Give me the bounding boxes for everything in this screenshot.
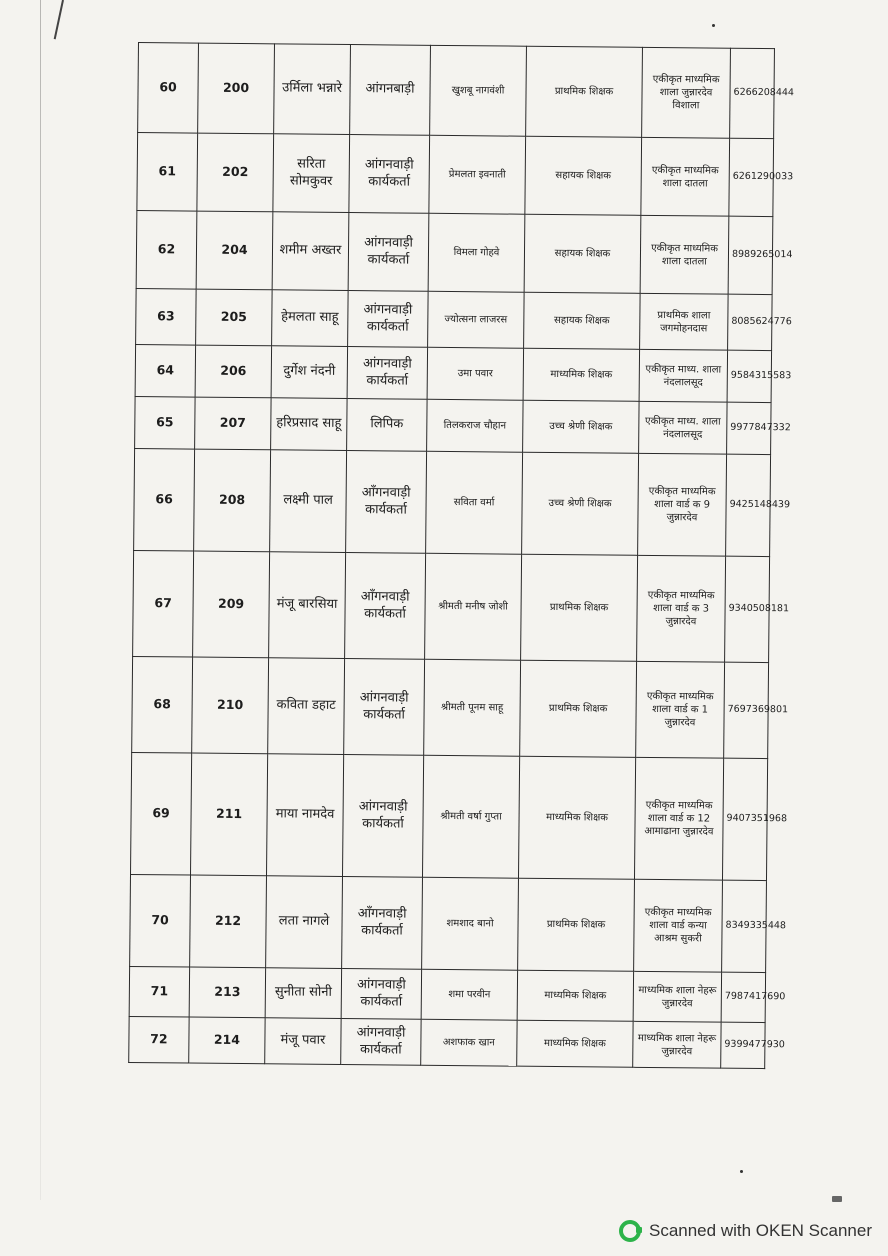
phone-number-cell: 8349335448 xyxy=(722,880,767,972)
school-name-cell: माध्यमिक शाला नेहरू जुन्नारदेव xyxy=(633,1021,721,1068)
school-name-cell: एकीकृत माध्यमिक शाला वार्ड क 12 आमाढाना जुन्नारदेव xyxy=(634,757,723,880)
table-row xyxy=(135,396,771,454)
teacher-name-cell: श्रीमती पूनम साहू xyxy=(424,659,521,756)
designation-cell: सहायक शिक्षक xyxy=(524,214,641,293)
code-cell: 214 xyxy=(189,1017,265,1064)
table-row xyxy=(135,344,771,402)
serial-number-cell: 62 xyxy=(136,210,197,289)
school-name-cell: एकीकृत माध्य. शाला नंदलालसूद xyxy=(639,349,727,402)
code-cell: 212 xyxy=(190,875,267,968)
phone-number-cell: 9340508181 xyxy=(725,556,770,662)
serial-number-cell: 70 xyxy=(130,874,191,967)
school-name-cell: एकीकृत माध्यमिक शाला दातला xyxy=(640,215,729,294)
employee-name-cell: हेमलता साहू xyxy=(272,290,349,347)
teacher-name-cell: शमशाद बानो xyxy=(422,877,519,970)
serial-number-cell: 69 xyxy=(131,752,192,875)
table-row xyxy=(138,43,775,139)
table-row xyxy=(136,288,773,350)
designation-cell: प्राथमिक शिक्षक xyxy=(520,660,637,757)
code-cell: 202 xyxy=(197,133,274,212)
designation-cell: उच्च श्रेणी शिक्षक xyxy=(522,452,639,555)
school-name-cell: एकीकृत माध्यमिक शाला वार्ड क 1 जुन्नारदेव xyxy=(636,661,725,758)
serial-number-cell: 64 xyxy=(135,344,195,397)
teacher-name-cell: उमा पवार xyxy=(427,347,523,400)
post-cell: आँगनवाड़ी कार्यकर्ता xyxy=(346,451,427,554)
post-cell: आंगनवाड़ी कार्यकर्ता xyxy=(348,213,429,292)
post-cell: आंगनवाड़ी कार्यकर्ता xyxy=(342,755,423,878)
scanner-watermark-text: Scanned with OKEN Scanner xyxy=(648,1221,872,1240)
scan-speck xyxy=(740,1170,743,1173)
serial-number-cell: 61 xyxy=(137,133,198,212)
code-cell: 208 xyxy=(194,449,271,552)
school-name-cell: एकीकृत माध्यमिक शाला वार्ड क 3 जुन्नारदेव xyxy=(637,555,726,662)
phone-number-cell: 9425148439 xyxy=(726,454,771,556)
school-name-cell: एकीकृत माध्य. शाला नंदलालसूद xyxy=(639,401,727,454)
scan-speck xyxy=(712,24,715,27)
teacher-name-cell: विमला गोहवे xyxy=(428,213,525,292)
code-cell: 209 xyxy=(193,551,270,658)
phone-number-cell: 7697369801 xyxy=(724,662,769,758)
phone-number-cell: 8989265014 xyxy=(728,216,773,294)
designation-cell: उच्च श्रेणी शिक्षक xyxy=(523,400,639,453)
serial-number-cell: 63 xyxy=(136,288,197,345)
post-cell: आंगनवाड़ी कार्यकर्ता xyxy=(347,347,427,400)
designation-cell: माध्यमिक शिक्षक xyxy=(523,348,639,401)
post-cell: आंगनवाड़ी कार्यकर्ता xyxy=(344,659,425,756)
designation-cell: माध्यमिक शिक्षक xyxy=(517,1020,633,1067)
serial-number-cell: 60 xyxy=(138,43,199,134)
code-cell: 213 xyxy=(189,967,265,1018)
serial-number-cell: 66 xyxy=(134,448,195,551)
designation-cell: माध्यमिक शिक्षक xyxy=(518,756,635,879)
employee-name-cell: उर्मिला भन्नारे xyxy=(274,44,351,135)
code-cell: 207 xyxy=(195,397,271,450)
table-row xyxy=(137,133,774,217)
school-name-cell: एकीकृत माध्यमिक शाला दातला xyxy=(641,137,730,216)
post-cell: आंगनबाड़ी xyxy=(350,45,431,136)
employee-name-cell: दुर्गेश नंदनी xyxy=(271,346,347,399)
table-row xyxy=(132,656,769,758)
code-cell: 206 xyxy=(195,345,271,398)
table-row xyxy=(134,448,771,556)
table-row xyxy=(136,210,773,294)
school-name-cell: माध्यमिक शाला नेहरू जुन्नारदेव xyxy=(633,971,721,1022)
staff-assignment-table xyxy=(128,42,795,1069)
table-row xyxy=(131,752,768,880)
employee-name-cell: सरिता सोमकुवर xyxy=(273,134,350,213)
teacher-name-cell: सविता वर्मा xyxy=(426,451,523,554)
code-cell: 205 xyxy=(196,289,273,346)
table-body xyxy=(129,43,795,1069)
teacher-name-cell: खुशबू नागवंशी xyxy=(430,45,527,136)
scan-edge-mark xyxy=(54,0,64,39)
serial-number-cell: 65 xyxy=(135,396,195,449)
school-name-cell: एकीकृत माध्यमिक शाला जुन्नारदेव विशाला xyxy=(642,47,731,138)
post-cell: आँगनवाड़ी कार्यकर्ता xyxy=(342,877,423,970)
scan-page-edge xyxy=(40,0,41,1200)
phone-number-cell: 6261290033 xyxy=(729,138,774,216)
phone-number-cell: 9584315583 xyxy=(727,350,771,402)
employee-name-cell: लता नागले xyxy=(266,876,343,969)
teacher-name-cell: ज्योत्सना लाजरस xyxy=(428,291,525,348)
phone-number-cell: 8085624776 xyxy=(728,294,773,350)
employee-name-cell: मंजू बारसिया xyxy=(269,552,346,659)
table-row xyxy=(133,550,770,662)
employee-name-cell: लक्ष्मी पाल xyxy=(270,450,347,553)
employee-name-cell: मंजू पवार xyxy=(265,1018,341,1065)
phone-number-cell: 9399477930 xyxy=(721,1022,765,1068)
scanner-watermark xyxy=(619,1220,872,1242)
school-name-cell: एकीकृत माध्यमिक शाला वार्ड कन्या आश्रम सुकरी xyxy=(634,879,723,972)
phone-number-cell: 9977847332 xyxy=(727,402,771,454)
teacher-name-cell: शमा परवीन xyxy=(421,969,517,1020)
table-row xyxy=(129,1016,765,1068)
teacher-name-cell: प्रेमलता इवनाती xyxy=(429,135,526,214)
designation-cell: सहायक शिक्षक xyxy=(524,292,641,349)
code-cell: 200 xyxy=(198,43,275,134)
table-row xyxy=(129,966,765,1022)
school-name-cell: प्राथमिक शाला जगमोहनदास xyxy=(640,293,729,350)
designation-cell: सहायक शिक्षक xyxy=(525,136,642,215)
designation-cell: प्राथमिक शिक्षक xyxy=(518,878,635,971)
oken-scanner-logo-icon xyxy=(619,1220,641,1242)
serial-number-cell: 67 xyxy=(133,550,194,657)
phone-number-cell: 9407351968 xyxy=(722,758,767,880)
school-name-cell: एकीकृत माध्यमिक शाला वार्ड क 9 जुन्नारदेव xyxy=(638,453,727,556)
post-cell: आंगनवाड़ी कार्यकर्ता xyxy=(349,135,430,214)
employee-name-cell: शमीम अख्तर xyxy=(272,212,349,291)
teacher-name-cell: तिलकराज चौहान xyxy=(427,399,523,452)
table-row xyxy=(130,874,767,972)
teacher-name-cell: श्रीमती वर्षा गुप्ता xyxy=(422,755,519,878)
serial-number-cell: 72 xyxy=(129,1016,189,1063)
teacher-name-cell: अशफाक खान xyxy=(421,1019,517,1066)
employee-name-cell: कविता डहाट xyxy=(268,658,345,755)
employee-name-cell: हरिप्रसाद साहू xyxy=(271,398,347,451)
employee-name-cell: माया नामदेव xyxy=(267,754,344,877)
employee-name-cell: सुनीता सोनी xyxy=(265,968,341,1019)
post-cell: आंगनवाड़ी कार्यकर्ता xyxy=(341,1018,421,1065)
designation-cell: प्राथमिक शिक्षक xyxy=(521,554,638,661)
teacher-name-cell: श्रीमती मनीष जोशी xyxy=(425,553,522,660)
phone-number-cell: 6266208444 xyxy=(730,48,775,138)
code-cell: 204 xyxy=(196,211,273,290)
post-cell: लिपिक xyxy=(347,399,427,452)
serial-number-cell: 68 xyxy=(132,656,193,753)
code-cell: 210 xyxy=(192,657,269,754)
code-cell: 211 xyxy=(191,753,268,876)
designation-cell: माध्यमिक शिक्षक xyxy=(517,970,633,1021)
scan-speck xyxy=(832,1196,842,1202)
serial-number-cell: 71 xyxy=(129,966,189,1017)
phone-number-cell: 7987417690 xyxy=(721,972,765,1022)
post-cell: आंगनवाड़ी कार्यकर्ता xyxy=(341,968,421,1019)
post-cell: आंगनवाड़ी कार्यकर्ता xyxy=(348,291,429,348)
post-cell: आँगनवाड़ी कार्यकर्ता xyxy=(345,553,426,660)
designation-cell: प्राथमिक शिक्षक xyxy=(526,46,643,137)
